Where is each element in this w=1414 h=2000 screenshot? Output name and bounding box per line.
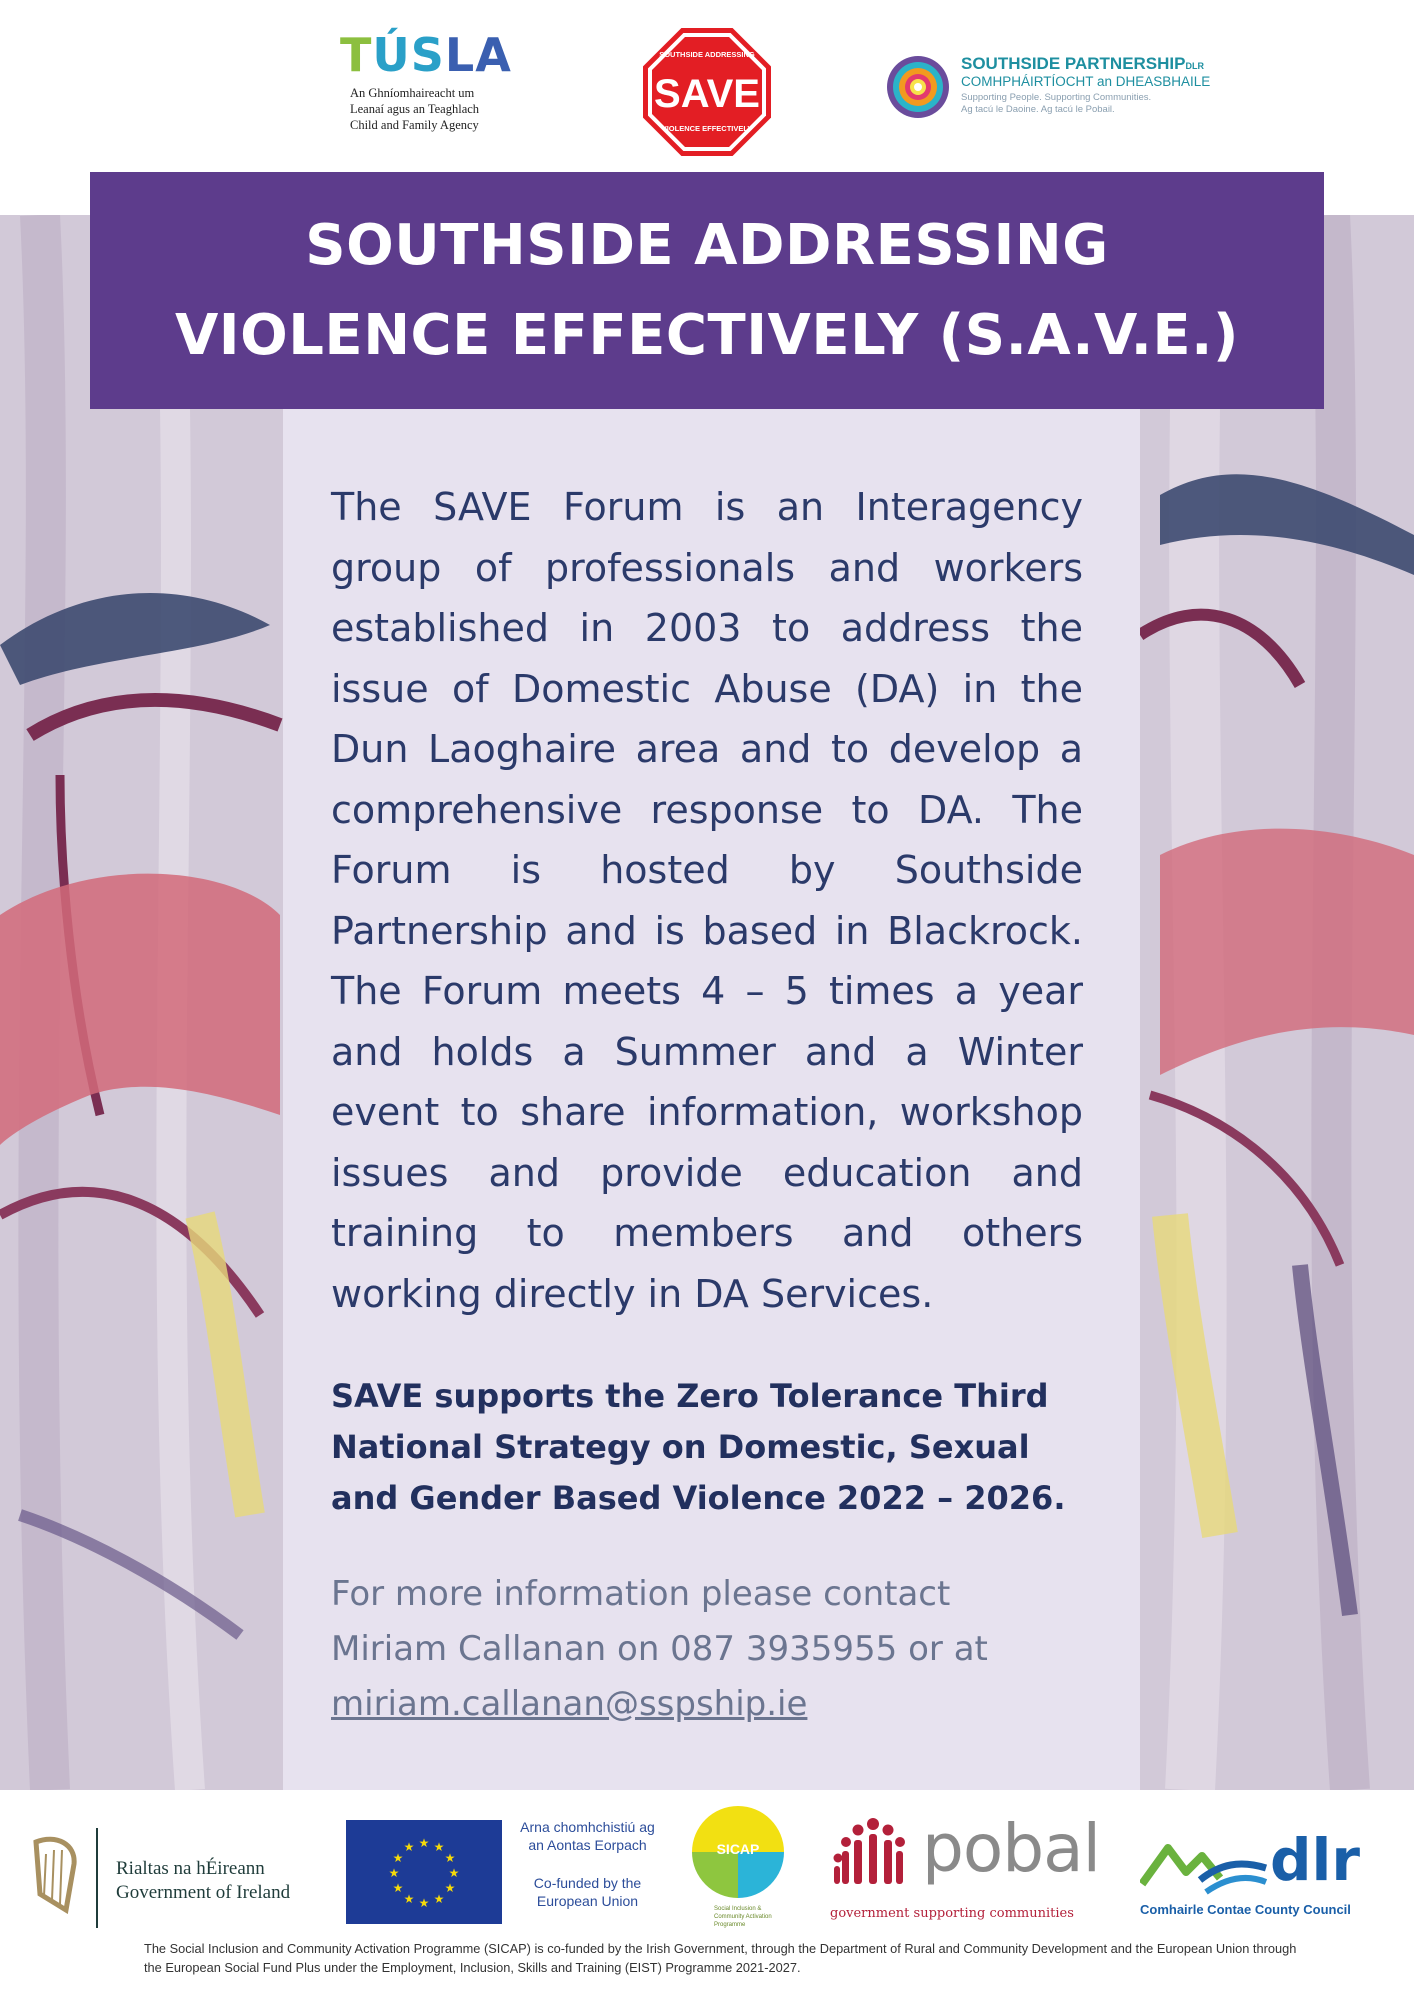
save-logo-top-text: SOUTHSIDE ADDRESSING xyxy=(659,50,755,59)
svg-text:★: ★ xyxy=(418,1896,430,1910)
footer-logos xyxy=(0,1790,1414,1940)
government-line-1: Rialtas na hÉireann xyxy=(116,1858,265,1879)
contact-line-2: Miriam Callanan on 087 3935955 or at xyxy=(331,1629,988,1669)
svg-text:★: ★ xyxy=(444,1851,456,1865)
southside-partnership-tagline-2: Ag tacú le Daoine. Ag tacú le Pobail. xyxy=(961,104,1115,115)
eu-text-line-2: an Aontas Eorpach xyxy=(528,1837,647,1853)
pobal-wordmark: pobal xyxy=(922,1810,1100,1887)
sicap-logo xyxy=(692,1806,792,1931)
svg-text:★: ★ xyxy=(403,1892,415,1906)
svg-text:★: ★ xyxy=(444,1881,456,1895)
svg-text:★: ★ xyxy=(403,1840,415,1854)
pobal-subtitle: government supporting communities xyxy=(830,1906,1074,1921)
eu-cofunded-text xyxy=(510,1818,665,1928)
content-panel xyxy=(283,409,1140,1790)
dlr-waves-icon xyxy=(1140,1834,1270,1896)
sicap-label: SICAP xyxy=(716,1841,760,1857)
dlr-logo xyxy=(1140,1826,1385,1934)
save-logo-main-text: SAVE xyxy=(654,72,760,116)
sicap-sub-1: Social Inclusion & xyxy=(714,1906,762,1912)
dlr-subtitle: Comhairle Contae County Council xyxy=(1140,1902,1351,1917)
title-line-2: VIOLENCE EFFECTIVELY (S.A.V.E.) xyxy=(174,302,1240,368)
strategy-line-2: National Strategy on Domestic, Sexual xyxy=(331,1428,1030,1466)
government-logo-divider xyxy=(96,1828,98,1928)
strategy-statement xyxy=(331,1371,1083,1524)
tusla-line-1: An Ghníomhaireacht um xyxy=(350,86,475,100)
tusla-logo xyxy=(340,28,512,138)
strategy-line-3: and Gender Based Violence 2022 – 2026. xyxy=(331,1479,1066,1517)
tusla-line-2: Leanaí agus an Teaghlach xyxy=(350,102,480,116)
pobal-people-icon xyxy=(830,1814,916,1900)
sicap-sub-3: Programme xyxy=(714,1922,746,1928)
svg-text:★: ★ xyxy=(418,1836,430,1850)
svg-text:★: ★ xyxy=(433,1892,445,1906)
southside-partnership-tagline-1: Supporting People. Supporting Communities. xyxy=(961,92,1152,103)
government-line-2: Government of Ireland xyxy=(116,1882,291,1903)
pobal-logo xyxy=(830,1810,1100,1930)
harp-icon xyxy=(26,1834,82,1914)
tusla-wordmark: TÚSLA xyxy=(340,28,512,82)
sicap-sub-2: Community Activation xyxy=(714,1914,772,1920)
contact-block xyxy=(331,1567,1083,1732)
southside-partnership-irish-name: COMHPHÁIRTÍOCHT an DHEASBHAILE xyxy=(961,74,1211,89)
svg-text:★: ★ xyxy=(392,1881,404,1895)
svg-text:★: ★ xyxy=(388,1866,400,1880)
contact-email-link[interactable]: miriam.callanan@sspship.ie xyxy=(331,1684,808,1724)
title-banner xyxy=(90,172,1324,409)
southside-partnership-name: SOUTHSIDE PARTNERSHIPDLR xyxy=(961,54,1204,73)
southside-partnership-logo xyxy=(885,52,1245,122)
eu-flag-icon xyxy=(346,1820,502,1924)
title-line-1: SOUTHSIDE ADDRESSING xyxy=(305,212,1109,278)
government-of-ireland-logo xyxy=(26,1828,316,1928)
dlr-wordmark: dlr xyxy=(1270,1826,1361,1894)
eu-text-line-4: European Union xyxy=(536,1893,639,1909)
forum-description: The SAVE Forum is an Interagency group of professionals and workers established in 2003 to address the issue of Domestic Abuse (DA) in the Dun Laoghaire area and to develop a comprehensive response to DA. The Forum is hosted by Southside Partnership and is based in Blackrock. The Forum meets 4 – 5 times a year and holds a Summer and a Winter event to share information, workshop issues and provide education and training to members and others working directly in DA Services. xyxy=(331,485,1083,1316)
svg-text:★: ★ xyxy=(433,1840,445,1854)
southside-partnership-mark-icon xyxy=(885,54,951,120)
save-logo xyxy=(643,28,771,156)
footer-funding-note: The Social Inclusion and Community Activation Programme (SICAP) is co-funded by the Irish Government, through the Department of Rural and Community Development and the European Union through the European Social Fund Plus under the Employment, Inclusion, Skills and Training (EIST) Programme 2021-2027. xyxy=(144,1941,1297,1975)
strategy-line-1: SAVE supports the Zero Tolerance Third xyxy=(331,1377,1049,1415)
save-logo-bottom-text: VIOLENCE EFFECTIVELY xyxy=(661,124,753,133)
eu-text-line-3: Co-funded by the xyxy=(533,1875,642,1891)
eu-text-line-1: Arna chomhchistiú ag xyxy=(520,1819,655,1835)
svg-text:★: ★ xyxy=(392,1851,404,1865)
tusla-line-3: Child and Family Agency xyxy=(350,118,479,132)
contact-line-1: For more information please contact xyxy=(331,1574,951,1614)
svg-text:★: ★ xyxy=(448,1866,460,1880)
